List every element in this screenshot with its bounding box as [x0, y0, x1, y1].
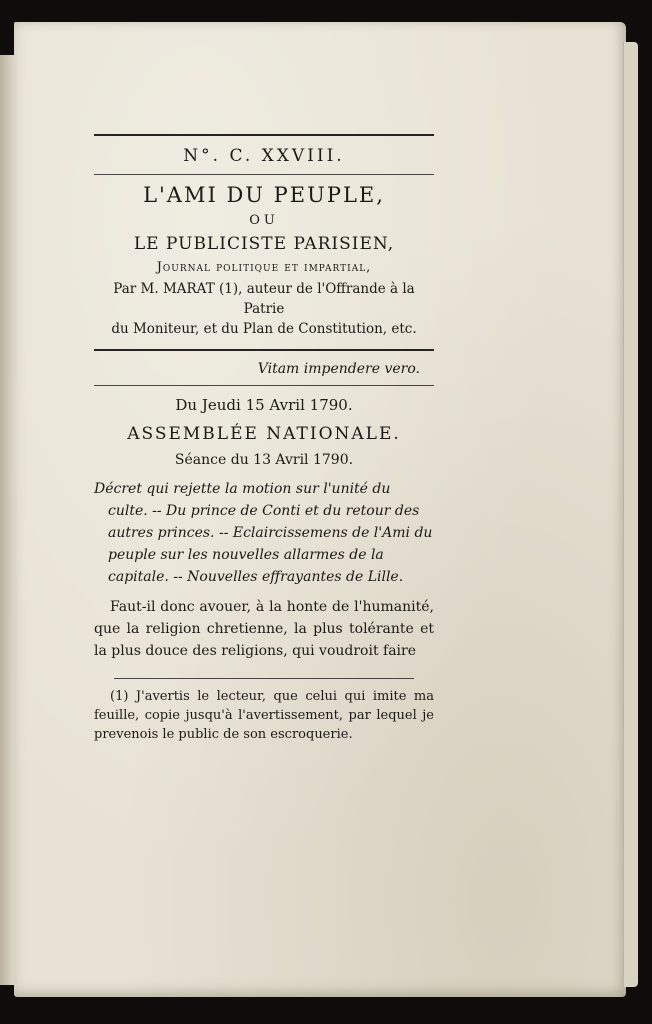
issue-date: Du Jeudi 15 Avril 1790. — [175, 396, 353, 414]
adjacent-page-edge — [0, 55, 15, 985]
issue-number: N°. C. XXVIII. — [183, 146, 345, 166]
footnote: (1) J'avertis le lecteur, que celui qui imite ma feuille, copie jusqu'à l'avertissement, par lequel je prevenois le public de son escroquerie. — [94, 689, 434, 742]
article-summary: Décret qui rejette la motion sur l'unité du culte. -- Du prince de Conti et du retour des autres princes. -- Eclaircissemens de l'Ami du peuple sur les nouvelles allarmes de la capitale. -- Nouvelles effrayantes de Lille. — [94, 481, 433, 585]
journal-description: Journal politique et impartial, — [156, 260, 372, 275]
newspaper-title: L'AMI DU PEUPLE, — [143, 183, 385, 207]
newspaper-page — [14, 22, 626, 997]
footnote-rule — [114, 678, 414, 679]
issue-rule — [94, 174, 434, 175]
article-body: Faut-il donc avouer, à la honte de l'humanité, que la religion chretienne, la plus tolérante et la plus douce des religions, qui voudroit faire — [94, 599, 434, 659]
byline-line-1: Par M. MARAT (1), auteur de l'Offrande à la Patrie — [113, 281, 415, 317]
motto-rule — [94, 385, 434, 386]
page-content — [94, 134, 434, 744]
author-byline — [94, 279, 434, 339]
page-edge — [623, 42, 638, 987]
motto: Vitam impendere vero. — [257, 361, 420, 377]
session-date: Séance du 13 Avril 1790. — [174, 452, 354, 468]
byline-line-2: du Moniteur, et du Plan de Constitution, etc. — [111, 321, 417, 337]
newspaper-subtitle: LE PUBLICISTE PARISIEN, — [133, 234, 395, 254]
title-conjunction: OU — [249, 213, 279, 228]
section-heading: ASSEMBLÉE NATIONALE. — [127, 424, 401, 444]
